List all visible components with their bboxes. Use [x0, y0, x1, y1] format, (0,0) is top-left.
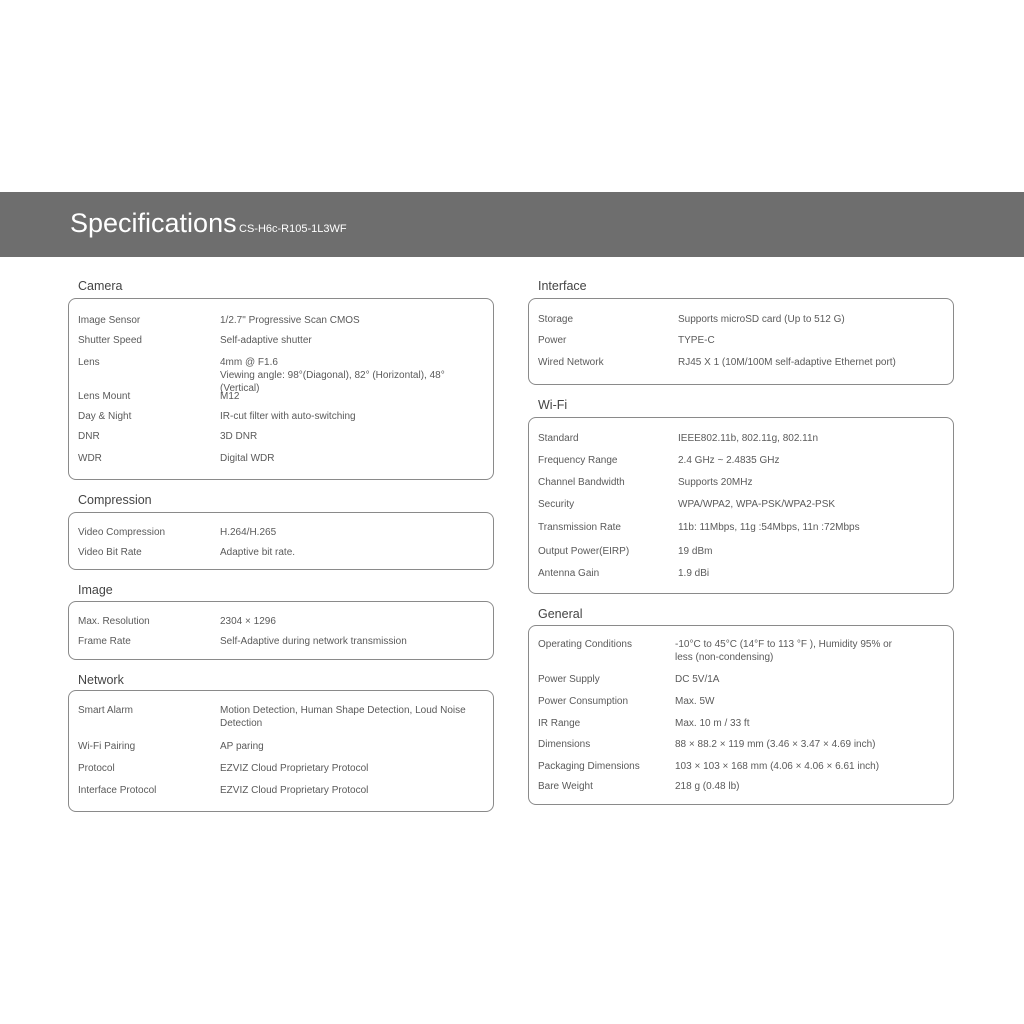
spec-label: Video Compression: [78, 527, 166, 538]
spec-value: Adaptive bit rate.: [220, 547, 296, 558]
spec-value: EZVIZ Cloud Proprietary Protocol: [220, 785, 369, 796]
spec-label: Dimensions: [538, 739, 591, 750]
spec-label: IR Range: [538, 718, 581, 729]
spec-value: WPA/WPA2, WPA-PSK/WPA2-PSK: [678, 499, 836, 510]
spec-label: Smart Alarm: [78, 705, 134, 716]
spec-value: DC 5V/1A: [675, 674, 720, 685]
spec-label: Antenna Gain: [538, 568, 600, 579]
spec-value: 1/2.7" Progressive Scan CMOS: [220, 315, 360, 326]
section-title: General: [538, 607, 583, 621]
spec-label: Day & Night: [78, 411, 132, 422]
spec-label: Lens: [78, 357, 100, 368]
spec-label: Frame Rate: [78, 636, 131, 647]
section-title: Interface: [538, 279, 587, 293]
spec-value: 2.4 GHz ~ 2.4835 GHz: [678, 455, 780, 466]
spec-label: Power Consumption: [538, 696, 629, 707]
spec-value: 103 × 103 × 168 mm (4.06 × 4.06 × 6.61 inch): [675, 761, 880, 772]
spec-label: Channel Bandwidth: [538, 477, 625, 488]
spec-value: Supports microSD card (Up to 512 G): [678, 314, 845, 325]
spec-label: Power: [538, 335, 567, 346]
spec-value: EZVIZ Cloud Proprietary Protocol: [220, 763, 369, 774]
spec-value: 1.9 dBi: [678, 568, 710, 579]
spec-label: Operating Conditions: [538, 639, 632, 650]
spec-label: Security: [538, 499, 575, 510]
spec-value: 88 × 88.2 × 119 mm (3.46 × 3.47 × 4.69 inch): [675, 739, 876, 750]
spec-value: Digital WDR: [220, 453, 275, 464]
section-network: [68, 0, 494, 1024]
spec-label: Storage: [538, 314, 574, 325]
spec-value: Self-Adaptive during network transmission: [220, 636, 407, 647]
spec-label: Interface Protocol: [78, 785, 157, 796]
spec-value: Max. 10 m / 33 ft: [675, 718, 750, 729]
spec-value: Supports 20MHz: [678, 477, 753, 488]
spec-label: Bare Weight: [538, 781, 593, 792]
spec-label: Lens Mount: [78, 391, 131, 402]
section-title: Wi-Fi: [538, 398, 568, 412]
spec-label: Standard: [538, 433, 579, 444]
spec-label: WDR: [78, 453, 102, 464]
spec-value: M12: [220, 391, 240, 402]
spec-label: Wi-Fi Pairing: [78, 741, 136, 752]
spec-value: Self-adaptive shutter: [220, 335, 312, 346]
spec-label: Transmission Rate: [538, 522, 621, 533]
section-title: Camera: [78, 279, 123, 293]
spec-label: Packaging Dimensions: [538, 761, 640, 772]
section-title: Image: [78, 583, 113, 597]
spec-label: Shutter Speed: [78, 335, 142, 346]
spec-value: 4mm @ F1.6 Viewing angle: 98°(Diagonal), 82° (Horizontal), 48°(Vertical): [220, 357, 445, 394]
spec-label: Image Sensor: [78, 315, 141, 326]
section-general: [528, 0, 954, 1024]
spec-value: RJ45 X 1 (10M/100M self-adaptive Ethernet port): [678, 357, 896, 368]
spec-value: 11b: 11Mbps, 11g :54Mbps, 11n :72Mbps: [678, 522, 860, 533]
spec-value: -10°C to 45°C (14°F to 113 °F ), Humidity 95% or less (non-condensing): [675, 639, 893, 663]
spec-label: Protocol: [78, 763, 115, 774]
section-title: Network: [78, 673, 124, 687]
model-number: CS-H6c-R105-1L3WF: [239, 223, 347, 235]
spec-label: Power Supply: [538, 674, 600, 685]
spec-value: TYPE-C: [678, 335, 715, 346]
page-title: Specifications: [70, 208, 237, 238]
spec-value: Motion Detection, Human Shape Detection, Loud Noise Detection: [220, 705, 466, 729]
spec-value: IEEE802.11b, 802.11g, 802.11n: [678, 433, 819, 444]
spec-value: H.264/H.265: [220, 527, 277, 538]
spec-value: IR-cut filter with auto-switching: [220, 411, 356, 422]
section-title: Compression: [78, 493, 152, 507]
spec-value: 2304 × 1296: [220, 616, 276, 627]
spec-value: AP paring: [220, 741, 264, 752]
spec-label: Wired Network: [538, 357, 604, 368]
spec-label: Frequency Range: [538, 455, 618, 466]
spec-value: 19 dBm: [678, 546, 713, 557]
spec-label: Max. Resolution: [78, 616, 150, 627]
spec-label: DNR: [78, 431, 100, 442]
spec-value: 218 g (0.48 lb): [675, 781, 740, 792]
spec-value: 3D DNR: [220, 431, 258, 442]
spec-label: Output Power(EIRP): [538, 546, 630, 557]
spec-value: Max. 5W: [675, 696, 715, 707]
spec-label: Video Bit Rate: [78, 547, 142, 558]
